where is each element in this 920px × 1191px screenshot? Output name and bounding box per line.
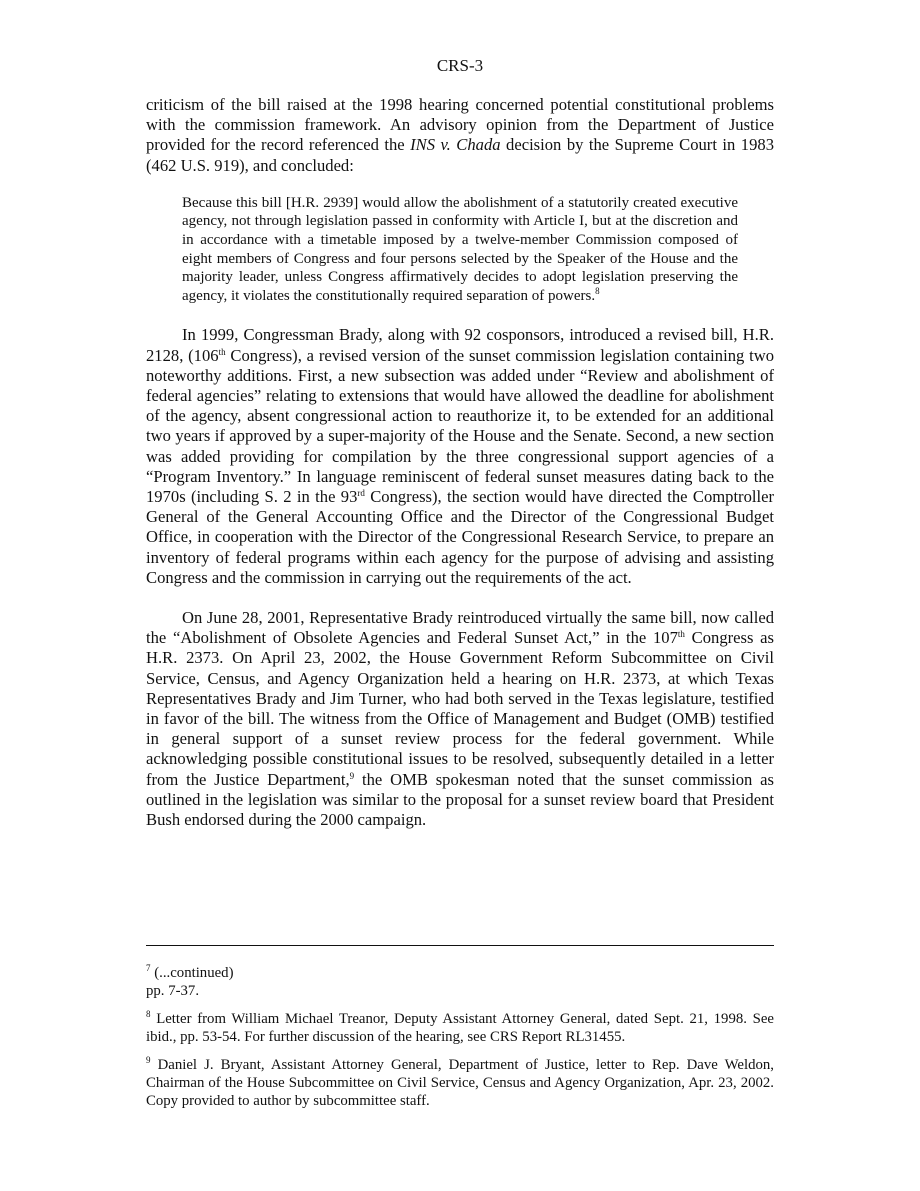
footnote-9: $^9$ Daniel J. Bryant, Assistant Attorney General, Department of Justice, letter to Rep. Dave Weldon, Chairman of the House Subcommittee on Civil Service, Census and Agency Organization, Apr. 23, 2002. Copy provided to author by subcommittee staff. — [146, 1055, 774, 1109]
footnote-divider — [146, 945, 774, 946]
footnote-ref-9: 9 — [349, 770, 355, 781]
case-citation: INS v. Chada — [410, 135, 501, 155]
footnote-7: $^7$ (...continued) — [146, 963, 234, 981]
footnotes — [146, 964, 774, 1110]
footnote-7-continued: pp. 7-37. — [146, 983, 200, 999]
footnote-8: $^8$ Letter from William Michael Treanor, Deputy Assistant Attorney General, dated Sept. 21, 1998. See ibid., pp. 53-54. For further discussion of the hearing, see CRS Report RL31455. — [146, 1009, 774, 1045]
page-header: CRS-3 — [436, 56, 484, 75]
paragraph-1: criticism of the bill raised at the 1998 hearing concerned potential constitutional problems with the commission framework. An advisory opinion from the Department of Justice provided for the record referenced the INS v. Chada decision by the Supreme Court in 1983 (462 U.S. 919), and concluded: — [146, 95, 774, 175]
footnote-ref-8: 8 — [595, 285, 600, 296]
body-text — [146, 95, 774, 830]
paragraph-3: On June 28, 2001, Representative Brady reintroduced virtually the same bill, now called the “Abolishment of Obsolete Agencies and Federal Sunset Act,” in the 107th Congress as H.R. 2373. On April 23, 2002, the House Government Reform Subcommittee on Civil Service, Census, and Agency Organization held a hearing on H.R. 2373, at which Texas Representatives Brady and Jim Turner, who had both served in the Texas legislature, testified in favor of the bill. The witness from the Office of Management and Budget (OMB) testified in general support of a sunset review process for the federal government. While acknowledging possible constitutional issues to be resolved, subsequently detailed in a letter from the Justice Department,$^9$ the OMB spokesman noted that the sunset commission as outlined in the legislation was similar to the proposal for a sunset review board that President Bush endorsed during the 2000 campaign. — [146, 608, 774, 830]
block-quote: Because this bill [H.R. 2939] would allow the abolishment of a statutorily created executive agency, not through legislation passed in conformity with Article I, but at the discretion and in accordance with a timetable imposed by a twelve-member Commission composed of eight members of Congress and four persons selected by the Speaker of the House and the majority leader, unless Congress affirmatively decides to adopt legislation preserving the agency, it violates the constitutionally required separation of powers.$^8$ — [182, 194, 738, 304]
paragraph-2: In 1999, Congressman Brady, along with 92 cosponsors, introduced a revised bill, H.R. 2128, (106th Congress), a revised version of the sunset commission legislation containing two noteworthy additions. First, a new subsection was added under “Review and abolishment of federal agencies” relating to extensions that would have allowed the deadline for abolishment of the agency, absent congressional action to reauthorize it, to be extended for an additional two years if approved by a super-majority of the House and the Senate. Second, a new section was added providing for compilation by the three congressional support agencies of a “Program Inventory.” In language reminiscent of federal sunset measures dating back to the 1970s (including S. 2 in the 93rd Congress), the section would have directed the Comptroller General of the General Accounting Office and the Director of the Congressional Budget Office, in cooperation with the Director of the Congressional Research Service, to prepare an inventory of federal programs within each agency for the purpose of advising and assisting Congress and the commission in carrying out the requirements of the act. — [146, 325, 774, 587]
